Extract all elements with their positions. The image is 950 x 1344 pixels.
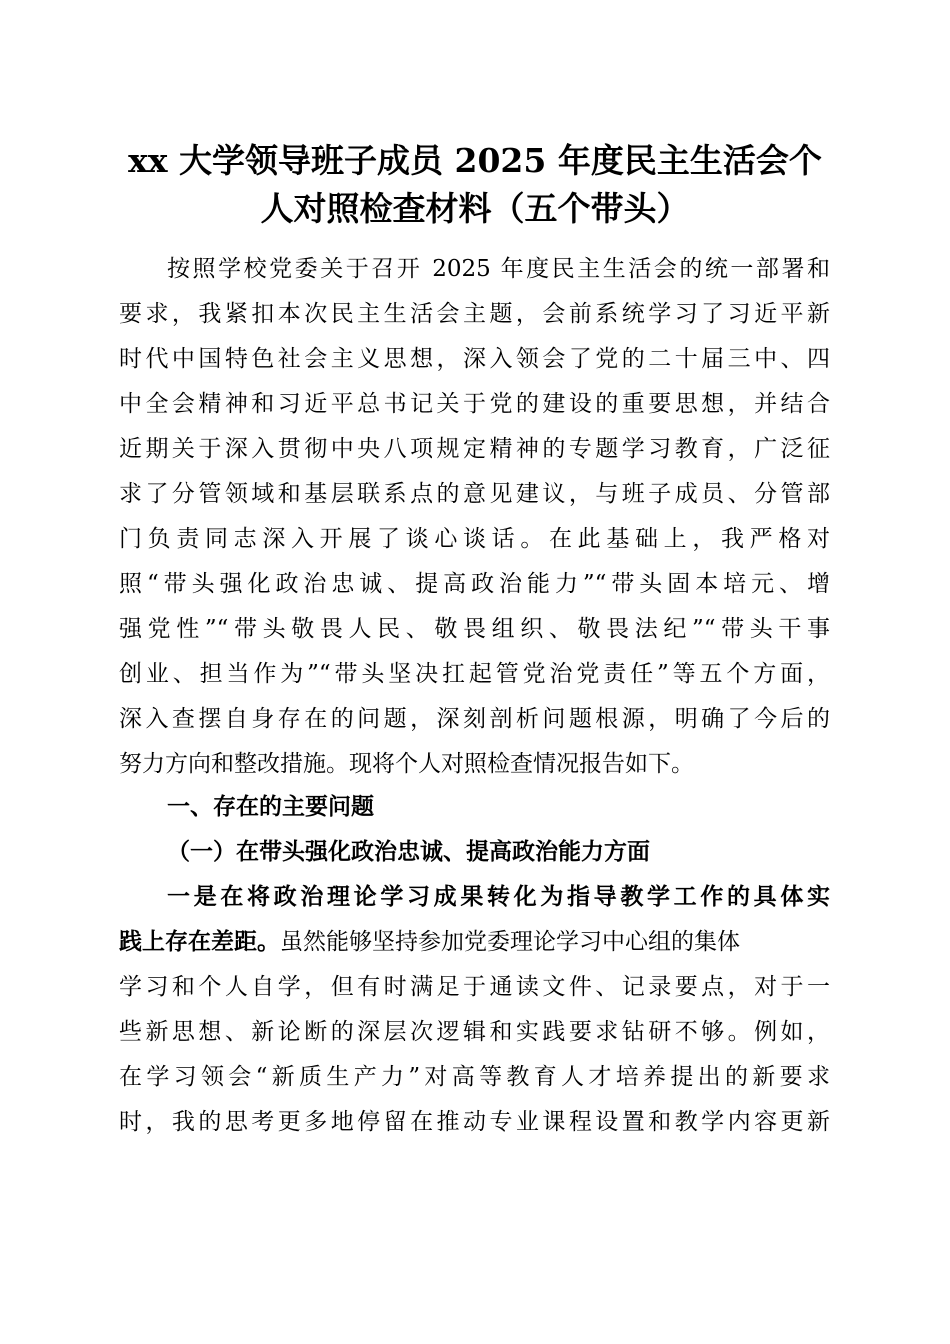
paragraph-line: 些新思想、新论断的深层次逻辑和实践要求钻研不够。例如，: [119, 1019, 830, 1045]
paragraph-line: 近期关于深入贯彻中央八项规定精神的专题学习教育，广泛征: [119, 436, 830, 462]
paragraph-line: 要求，我紧扣本次民主生活会主题，会前系统学习了习近平新: [119, 301, 830, 327]
paragraph-line: 按照学校党委关于召开 2025 年度民主生活会的统一部署和: [167, 256, 830, 282]
paragraph-line: 中全会精神和习近平总书记关于党的建设的重要思想，并结合: [119, 391, 830, 417]
paragraph-line: 学习和个人自学，但有时满足于通读文件、记录要点，对于一: [119, 974, 830, 1000]
section-heading: 一、存在的主要问题: [167, 794, 374, 820]
paragraph-line: 创业、担当作为”“带头坚决扛起管党治党责任”等五个方面，: [119, 661, 830, 687]
paragraph-text: 虽然能够坚持参加党委理论学习中心组的集体: [280, 929, 740, 955]
subsection-heading: （一）在带头强化政治忠诚、提高政治能力方面: [167, 838, 650, 865]
document-title-line-2: 人对照检查材料（五个带头）: [260, 189, 690, 228]
paragraph-line: 时，我的思考更多地停留在推动专业课程设置和教学内容更新: [119, 1109, 830, 1135]
paragraph-line: 努力方向和整改措施。现将个人对照检查情况报告如下。: [119, 751, 694, 777]
document-title-line-1: xx 大学领导班子成员 2025 年度民主生活会个: [128, 141, 822, 180]
paragraph-line: 强党性”“带头敬畏人民、敬畏组织、敬畏法纪”“带头干事: [119, 616, 830, 642]
paragraph-line: 门负责同志深入开展了谈心谈话。在此基础上，我严格对: [119, 526, 830, 552]
paragraph-line: 求了分管领域和基层联系点的意见建议，与班子成员、分管部: [119, 481, 830, 507]
paragraph-line: 深入查摆自身存在的问题，深刻剖析问题根源，明确了今后的: [119, 706, 830, 732]
paragraph-lead-line: 一是在将政治理论学习成果转化为指导教学工作的具体实: [167, 883, 830, 910]
paragraph-line: 在学习领会“新质生产力”对高等教育人才培养提出的新要求: [119, 1064, 830, 1090]
paragraph-line: [119, 922, 830, 962]
paragraph-lead-bold: 践上存在差距。: [119, 928, 280, 955]
paragraph-line: 时代中国特色社会主义思想，深入领会了党的二十届三中、四: [119, 346, 830, 372]
paragraph-line: 照“带头强化政治忠诚、提高政治能力”“带头固本培元、增: [119, 571, 830, 597]
